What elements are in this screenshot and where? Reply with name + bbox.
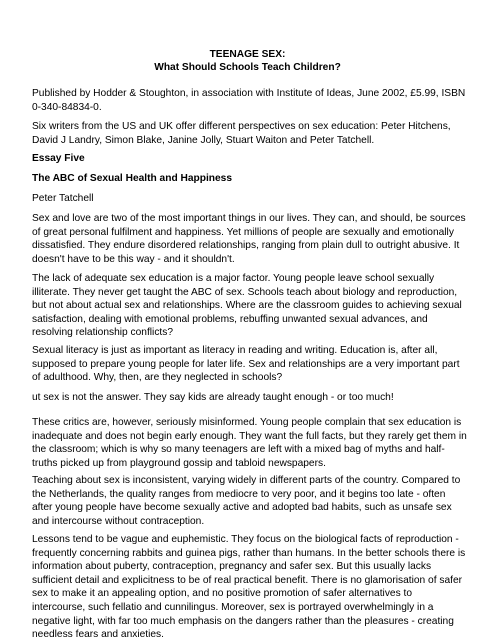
body-paragraph-2: The lack of adequate sex education is a major factor. Young people leave school sexually illiterate. They never get taught the ABC of sex. Schools teach about biology and reproduction, but not about actual sex and relationships. Where are the classroom guides to achieving sexual satisfaction, dealing with emotional problems, rebuffing unwanted sexual advances, and resolving relationship conflicts?	[32, 273, 462, 339]
writers-paragraph: Six writers from the US and UK offer different perspectives on sex education: Peter Hitchens, David J Landry, Simon Blake, Janine Jolly, Stuart Waiton and Peter Tatchell.	[32, 121, 451, 146]
document-title-line-2: What Should Schools Teach Children?	[154, 62, 341, 73]
body-paragraph-1: Sex and love are two of the most important things in our lives. They can, and should, be sources of great personal fulfilment and happiness. Yet millions of people are sexually and emotionally dissatisfied. They endure disordered relationships, ranging from plain dull to outright abusive. It doesn't have to be this way - and it shouldn't.	[32, 213, 466, 265]
publication-info: Published by Hodder & Stoughton, in association with Institute of Ideas, June 2002, £5.99, ISBN 0-340-84834-0.	[32, 88, 466, 113]
body-paragraph-5: These critics are, however, seriously misinformed. Young people complain that sex education is inadequate and does not begin early enough. They want the full facts, but they rarely get them in the classroom; which is why so many teenagers are left with a mixed bag of myths and half-truths picked up from playground gossip and tabloid newspapers.	[32, 417, 467, 469]
body-paragraph-6: Teaching about sex is inconsistent, varying widely in different parts of the country. Compared to the Netherlands, the quality ranges from mediocre to very poor, and it begins too late - often after young people have become sexually active and adopted bad habits, such as unsafe sex and intercourse without contraception.	[32, 475, 461, 527]
document-title-line-1: TEENAGE SEX:	[209, 49, 286, 60]
essay-author: Peter Tatchell	[32, 193, 94, 204]
essay-title: The ABC of Sexual Health and Happiness	[32, 173, 233, 184]
body-paragraph-3: Sexual literacy is just as important as literacy in reading and writing. Education is, after all, supposed to prepare young people for later life. Sex and relationships are a very important part of adulthood. Why, then, are they neglected in schools?	[32, 345, 460, 384]
body-paragraph-7: Lessons tend to be vague and euphemistic. They focus on the biological facts of reproduction - frequently concerning rabbits and guinea pigs, rather than humans. In the better schools there is information about puberty, contraception, pregnancy and safer sex. But this usually lacks sufficient detail and explicitness to be of real practical benefit. There is no glamorisation of safer sex to make it an appealing option, and no positive promotion of safer alternatives to intercourse, such fellatio and cunnilingus. Moreover, sex is portrayed overwhelmingly in a negative light, with far too much emphasis on the dangers rather than the pleasures - creating needless fears and anxieties.	[32, 534, 466, 641]
body-paragraph-4: ut sex is not the answer. They say kids are already taught enough - or too much!	[32, 392, 394, 403]
essay-label: Essay Five	[32, 153, 85, 164]
